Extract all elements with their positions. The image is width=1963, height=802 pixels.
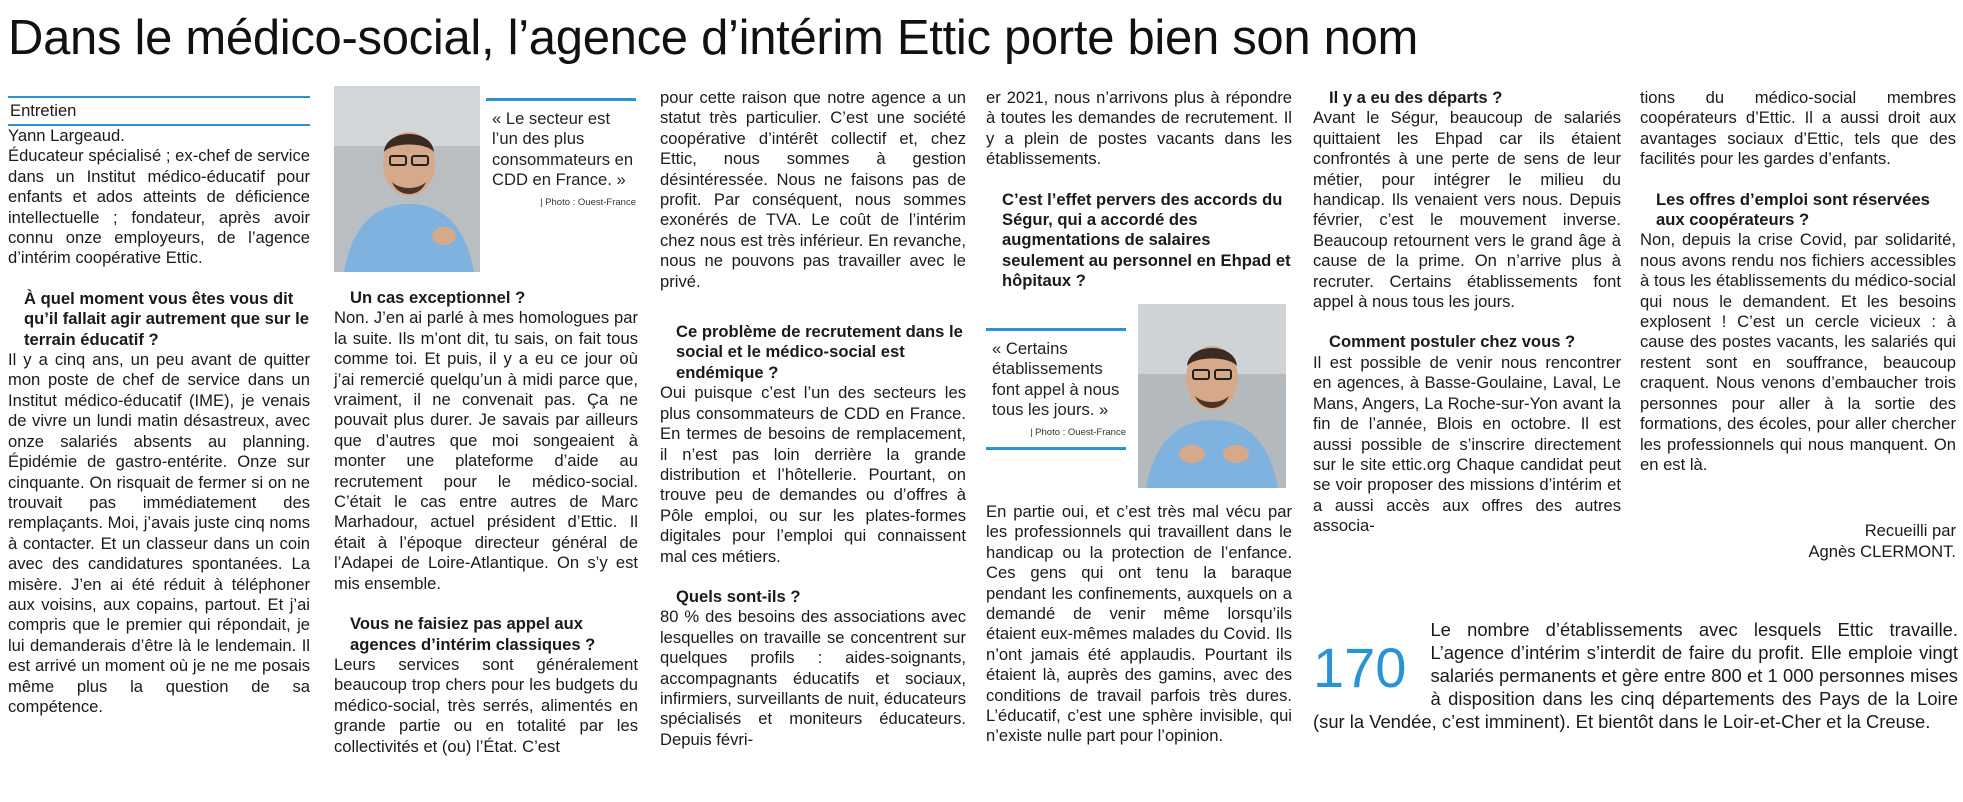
column-3 — [660, 88, 966, 750]
signature — [1640, 521, 1956, 562]
question-5: Quels sont-ils ? — [676, 586, 801, 606]
person-photo-icon — [1138, 304, 1286, 488]
column-6 — [1640, 88, 1956, 562]
answer-7: Avant le Ségur, beaucoup de salariés quittaient les Ehpad car ils étaient confrontés à une perte de sens de leur métier, pour intégrer le milieu du handicap. Ils venaient vers nous. Depuis février, c’est le mouvement inverse. Beaucoup retournent vers le grand âge à cause de la prime. On n’arrive plus à recruter. Certains établissements font appel à nous tous les jours. — [1313, 108, 1621, 312]
question-4: Ce problème de recrutement dans le social et le médico-social est endémique ? — [676, 322, 963, 382]
question-6: C’est l’effet pervers des accords du Ségur, qui a accordé des augmentations de salaires seulement au personnel en Ehpad et hôpitaux ? — [1002, 189, 1291, 291]
answer-1: Il y a cinq ans, un peu avant de quitter mon poste de chef de service dans un Institut médico-éducatif (IME), je venais de vivre un lundi matin désastreux, avec onze salariés absents au planning. Épidémie de gastro-entérite. Onze sur cinquante. On risquait de fermer si on ne trouvait pas immédiatement des remplaçants. Moi, j’avais juste cinq noms à contacter. Et un classeur dans un coin avec des candidatures spontanées. La misère. J’en ai été réduit à téléphoner aux voisins, aux copains, partout. Et j’ai compris que le premier qui répondait, je lui demanderais d’être là le lendemain. Il est arrivé un moment où je ne me posais même plus la question de sa compétence. — [8, 350, 310, 716]
photo-credit: | Photo : Ouest-France — [540, 196, 636, 208]
answer-2: Non. J’en ai parlé à mes homologues par la suite. Ils m’ont dit, tu sais, on fait tous comme toi. Et puis, il y a eu ce jour où j’ai remercié quelqu’un à midi parce que, vraiment, il ne convenait pas. Ça ne pouvait plus durer. Je savais par ailleurs que d’autres que moi songeaient à monter une plateforme d’aide au recrutement pour le médico-social. C’était le cas entre autres de Marc Marhadour, actuel président d’Ettic. Il était à l’époque directeur général de l’Adapei de Loire-Atlantique. On s’y est mis ensemble. — [334, 308, 638, 593]
answer-9: Non, depuis la crise Covid, par solidarité, nous avons rendu nos fichiers accessibles à tous les établissements du médico-social qui nous le demandent. Et les besoins explosent ! C’est un cercle vicieux : à cause des postes vacants, les salariés qui restent sont en souffrance, beaucoup craquent. Nous venons d’embaucher trois personnes pour aller à la sortie des formations, des écoles, pour aller chercher les professionnels qui nous manquent. On en est là. — [1640, 230, 1956, 474]
person-photo-icon — [334, 86, 480, 272]
answer-3-part-2: pour cette raison que notre agence a un statut très particulier. C’est une société coopérative d’intérêt collectif et, chez Ettic, nous sommes à gestion désintéressée. Nous ne faisons pas de profit. Par conséquent, nous sommes exonérés de TVA. Le coût de l’intérim chez nous est très inférieur. En revanche, nous ne pouvons pas travailler avec le privé. — [660, 88, 966, 291]
answer-5-part-2: er 2021, nous n’arrivons plus à répondre à toutes les demandes de recrutement. Il y a plein de postes vacants dans les établissements. — [986, 88, 1292, 169]
column-2 — [334, 288, 638, 757]
answer-8-part-1: Il est possible de venir nous rencontrer en agences, à Basse-Goulaine, Laval, Le Mans, Angers, La Roche-sur-Yon avant la fin de l’année, Blois en octobre. Il est aussi possible de s’inscrire directement sur le site ettic.org Chaque candidat peut se voir proposer des missions d’intérim et a aussi accès aux offres des autres associa- — [1313, 352, 1621, 536]
signature-line-1: Recueilli par — [1864, 521, 1956, 541]
headline: Dans le médico-social, l’agence d’intérim Ettic porte bien son nom — [8, 11, 1419, 65]
signature-author: Agnès CLERMONT. — [1808, 541, 1956, 561]
rubric-label: Entretien — [8, 96, 310, 126]
portrait-photo-1 — [334, 86, 480, 272]
column-4-continued — [986, 502, 1292, 747]
photo-credit: | Photo : Ouest-France — [1030, 426, 1126, 438]
quote-rule-bottom — [986, 447, 1126, 450]
portrait-photo-2 — [1138, 304, 1286, 488]
fact-text: Le nombre d’établissements avec lesquels Ettic travaille. L’agence d’intérim s’interdit de faire du profit. Elle emploie vingt salariés permanents et gère entre 800 et 1 000 personnes mises à disposition dans les cinq départements des Pays de la Loire (sur la Vendée, c’est imminent). Et bientôt dans le Loir-et-Cher et la Creuse. — [1313, 619, 1958, 732]
pull-quote-text: « Le secteur est l’un des plus consommateurs en CDD en France. » — [492, 109, 634, 190]
interviewee-name: Yann Largeaud. — [8, 126, 125, 145]
question-2: Un cas exceptionnel ? — [350, 288, 526, 307]
answer-6: En partie oui, et c’est très mal vécu par les professionnels qui travaillent dans le handicap ou la protection de l’enfance. Ces gens qui ont tenu la baraque pendant les confinements, auxquels on a demandé de venir même lorsqu’ils étaient eux-mêmes malades du Covid. Ils n’ont jamais été applaudis. Pourtant ils étaient là, auprès des gamins, avec des conditions de travail parfois très dures. L’éducatif, c’est une sphère invisible, qui n’existe nulle part pour l’opinion. — [986, 502, 1292, 746]
question-3: Vous ne faisiez pas appel aux agences d’intérim classiques ? — [350, 614, 596, 654]
pull-quote-text: « Certains établissements font appel à nous tous les jours. » — [992, 339, 1120, 420]
column-5 — [1313, 88, 1621, 537]
pull-quote-1 — [486, 98, 636, 209]
answer-4: Oui puisque c’est l’un des secteurs les plus consommateurs de CDD en France. En termes de besoins de remplacement, il n’est pas loin derrière la grande distribution et l’hôtellerie. Pourtant, on trouve peu de demandes ou d’offres à Pôle emploi, ou sur les plates-formes digitales pour l’emploi qui connaissent mal ces métiers. — [660, 383, 966, 566]
question-7: Il y a eu des départs ? — [1329, 88, 1503, 107]
answer-8-part-2: tions du médico-social membres coopérateurs d’Ettic. Il a aussi droit aux avantages sociaux d’Ettic, tels que des facilités pour les gardes d’enfants. — [1640, 88, 1956, 169]
question-8: Comment postuler chez vous ? — [1329, 332, 1576, 352]
column-4 — [986, 88, 1292, 292]
answer-3-part-1: Leurs services sont généralement beaucoup trop chers pour les budgets du médico-social, très serrés, alimentés en grande partie ou en totalité par les collectivités et (ou) l’État. C’est — [334, 654, 638, 756]
question-9: Les offres d’emploi sont réservées aux coopérateurs ? — [1656, 189, 1930, 230]
answer-5-part-1: 80 % des besoins des associations avec lesquelles on travaille se concentrent sur quelques profils : aides-soignants, accompagnants éducatifs et sociaux, infirmiers, surveillants de nuit, éducateurs spécialisés et moniteurs éducateurs. Depuis févri- — [660, 607, 966, 749]
column-1 — [8, 96, 310, 717]
fact-number: 170 — [1313, 636, 1407, 699]
question-1: À quel moment vous êtes vous dit qu’il fallait agir autrement que sur le terrain éducatif ? — [24, 288, 309, 349]
pull-quote-2 — [986, 328, 1126, 450]
fact-box — [1313, 618, 1958, 798]
interviewee-bio: Éducateur spécialisé ; ex-chef de service dans un Institut médico-éducatif pour enfants et ados atteints de déficience intellectuelle ; fondateur, après avoir connu onze employeurs, de l’agence d’intérim coopérative Ettic. — [8, 146, 310, 268]
